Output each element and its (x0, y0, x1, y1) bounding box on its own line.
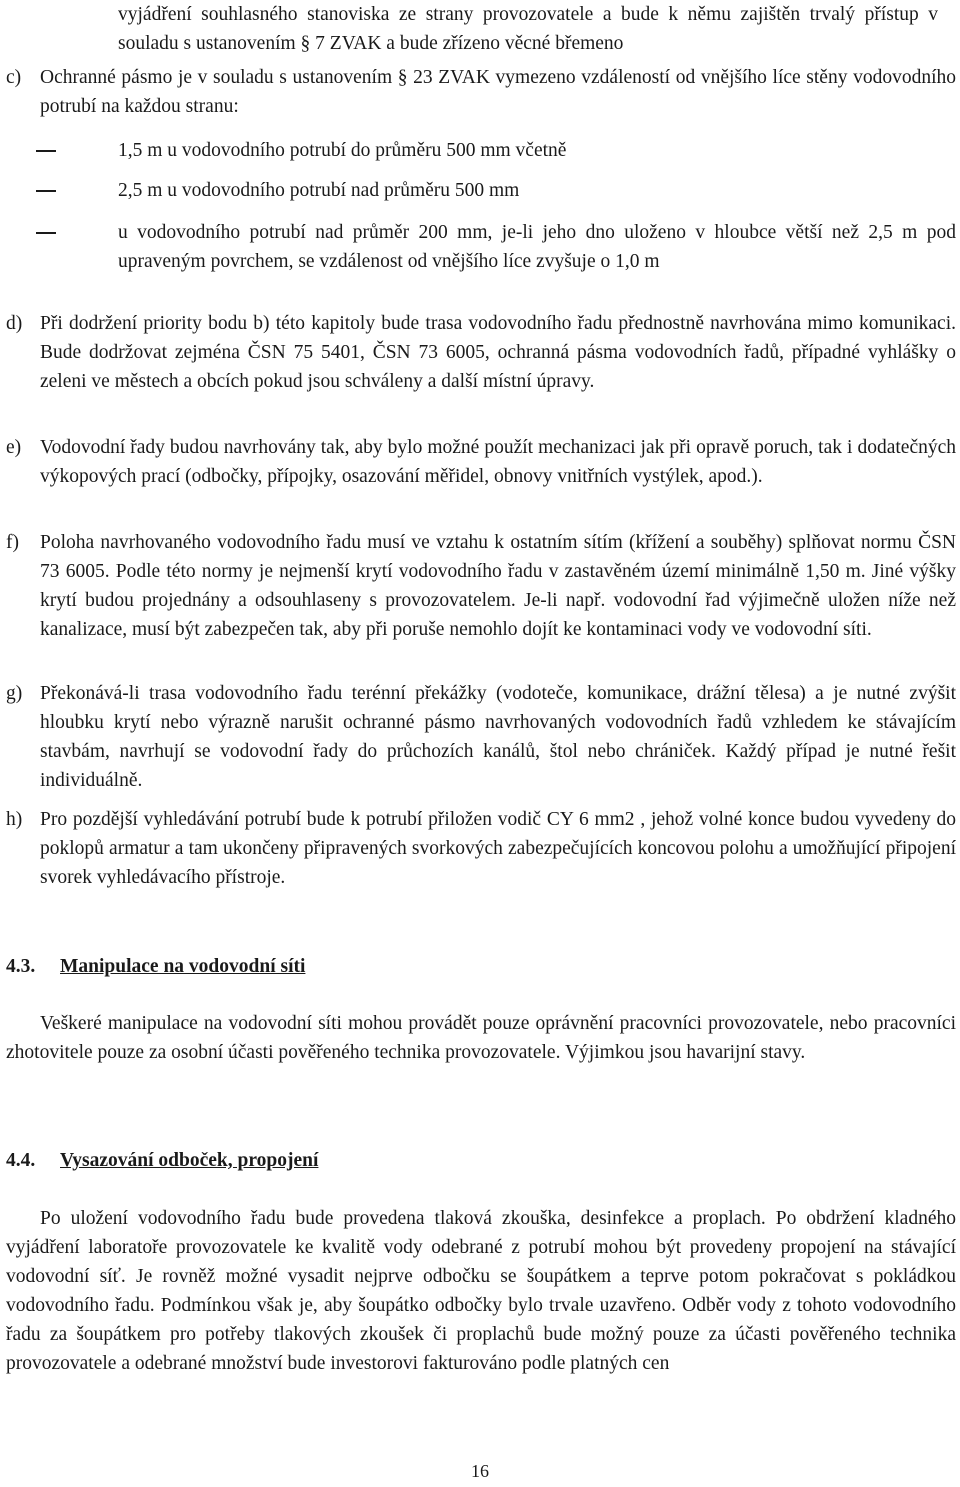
bullet-text: 2,5 m u vodovodního potrubí nad průměru 500 mm (118, 180, 520, 201)
list-item-e (6, 433, 956, 491)
list-item-text: Při dodržení priority bodu b) této kapitoly bude trasa vodovodního řadu přednostně navrhována mimo komunikaci. Bude dodržovat zejména ČSN 75 5401, ČSN 73 6005, ochranná pásma vodovodních řadů, případné vyhlášky o zeleni ve městech a obcích pokud jsou schváleny a další místní úpravy. (40, 313, 956, 392)
list-item-label: h) (6, 809, 23, 830)
section-paragraph: Veškeré manipulace na vodovodní síti mohou provádět pouze oprávnění pracovníci provozovatele, nebo pracovníci zhotovitele pouze za osobní účasti pověřeného technika provozovatele. Výjimkou jsou havarijní stavy. (6, 1013, 956, 1063)
list-item-text: Překonává-li trasa vodovodního řadu terénní překážky (vodoteče, komunikace, drážní tělesa) a je nutné zvýšit hloubku krytí nebo výrazně narušit ochranné pásmo navrhovaných vodovodních řadů vzhledem ke stávajícím stavbám, navrhují se vodovodní řady do průchozích kanálů, štol nebo chrániček. Každý případ je nutné řešit individuálně. (40, 683, 956, 791)
list-item-text: Poloha navrhovaného vodovodního řadu musí ve vztahu k ostatním sítím (křížení a souběhy) splňovat normu ČSN 73 6005. Podle této normy je nejmenší krytí vodovodního řadu v zastavěném území minimálně 1,50 m. Jiné výšky krytí budou projednány a odsouhlaseny s provozovatelem. Je-li např. vodovodní řad výjimečně uložen níže než kanalizace, musí být zabezpečen tak, aby při poruše nemohlo dojít ke kontaminaci vody ve vodovodní síti. (40, 532, 956, 640)
bullet-item (36, 218, 956, 276)
dash-bullet-icon (36, 176, 118, 205)
list-item-text: Ochranné pásmo je v souladu s ustanovením § 23 ZVAK vymezeno vzdáleností od vnějšího líce stěny vodovodního potrubí na každou stranu: (40, 67, 956, 117)
dash-bullet-icon (36, 218, 118, 276)
list-item-label: f) (6, 532, 19, 553)
bullet-text: u vodovodního potrubí nad průměr 200 mm, je-li jeho dno uloženo v hloubce větší než 2,5 m pod upraveným povrchem, se vzdálenost od vnějšího líce zvyšuje o 1,0 m (118, 222, 956, 272)
list-item-c (6, 63, 956, 121)
continuation-paragraph: vyjádření souhlasného stanoviska ze strany provozovatele a bude k němu zajištěn trvalý přístup v souladu s ustanovením § 7 ZVAK a bude zřízeno věcné břemeno (118, 4, 938, 54)
list-item-label: c) (6, 67, 22, 88)
list-item-f (6, 528, 956, 644)
list-item-d (6, 309, 956, 396)
section-heading (6, 952, 305, 981)
list-item-text: Pro pozdější vyhledávání potrubí bude k potrubí přiložen vodič CY 6 mm2 , jehož volné konce budou vyvedeny do poklopů armatur a tam ukončeny připravených svorkových zabezpečujících koncovou polohu a umožňující připojení svorek vyhledávacího přístroje. (40, 809, 956, 888)
dash-bullet-icon (36, 136, 118, 165)
list-item-g (6, 679, 956, 795)
list-item-label: e) (6, 437, 22, 458)
bullet-text: 1,5 m u vodovodního potrubí do průměru 500 mm včetně (118, 140, 567, 161)
page-number: 16 (471, 1461, 489, 1481)
bullet-item (36, 176, 956, 205)
section-number: 4.4. (6, 1150, 36, 1171)
section-number: 4.3. (6, 956, 36, 977)
section-title: Vysazování odboček, propojení (60, 1150, 319, 1171)
section-title: Manipulace na vodovodní síti (60, 956, 306, 977)
bullet-item (36, 136, 956, 165)
section-paragraph: Po uložení vodovodního řadu bude provedena tlaková zkouška, desinfekce a proplach. Po obdržení kladného vyjádření laboratoře provozovatele ke kvalitě vody odebrané z potrubí mohou být provedeny propojení na stávající vodovodní síť. Je rovněž možné vysadit nejprve odbočku se šoupátkem a teprve potom pokračovat s pokládkou vodovodního řadu. Podmínkou však je, aby šoupátko odbočky bylo trvale uzavřeno. Odběr vody z tohoto vodovodního řadu za šoupátkem pro potřeby tlakových zkoušek či proplachů bude možný pouze za účasti pověřeného technika provozovatele a odebrané množství bude investorovi fakturováno podle platných cen (6, 1208, 956, 1374)
list-item-label: d) (6, 313, 23, 334)
section-heading (6, 1146, 318, 1175)
list-item-text: Vodovodní řady budou navrhovány tak, aby bylo možné použít mechanizaci jak při opravě poruch, tak i dodatečných výkopových prací (odbočky, přípojky, osazování měřidel, obnovy vnitřních vystýlek, apod.). (40, 437, 956, 487)
list-item-h (6, 805, 956, 892)
list-item-label: g) (6, 683, 23, 704)
